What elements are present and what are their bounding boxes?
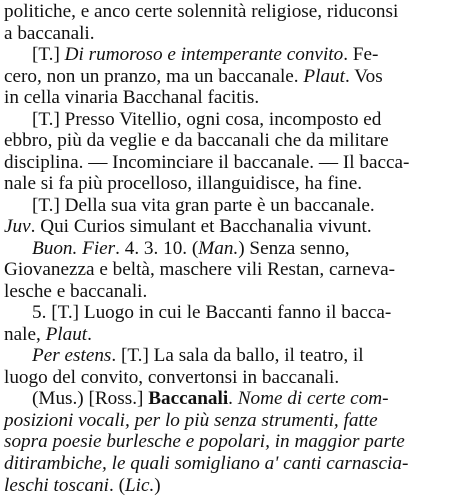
- text-line: [4, 173, 362, 195]
- line-text: . [T.] La sala da ballo, il teatro, il: [111, 345, 364, 367]
- line-text: .: [228, 388, 238, 410]
- text-line: [4, 216, 372, 238]
- text-line: [4, 475, 161, 497]
- citation-author: Man.: [198, 237, 239, 259]
- text-line: [4, 367, 339, 389]
- text-line: [4, 324, 92, 346]
- line-text: nale,: [4, 323, 46, 345]
- text-line: [32, 195, 375, 217]
- text-line: [32, 388, 389, 410]
- citation-author: Plaut: [45, 323, 88, 345]
- line-text: lesche e baccanali.: [4, 280, 148, 302]
- line-text: . Vos: [344, 65, 383, 87]
- line-text: [T.] Della sua vita gran parte è un baccanale.: [32, 194, 375, 216]
- text-line: [32, 44, 378, 66]
- line-text: in cella vinaria Bacchanal facitis.: [4, 87, 260, 109]
- text-line: [32, 345, 364, 367]
- text-line: [32, 109, 381, 131]
- text-line: [4, 1, 398, 23]
- headword: Baccanali: [148, 388, 229, 410]
- text-line: [4, 23, 95, 45]
- line-text: ) Senza senno,: [238, 237, 350, 259]
- line-text: ebbro, più da veglie e da baccanali che da militare: [4, 130, 389, 152]
- line-text: (Mus.) [Ross.]: [32, 388, 149, 410]
- line-text: a baccanali.: [4, 22, 95, 44]
- tag-marker: [T.]: [32, 44, 65, 65]
- line-text: . Qui Curios simulant et Bacchanalia vivunt.: [30, 216, 372, 238]
- line-text: ): [154, 474, 161, 496]
- definition-italic: posizioni vocali, per lo più senza strumenti, fatte: [4, 409, 378, 431]
- line-text: nale si fa più procelloso, illanguidisce, ha fine.: [4, 173, 363, 195]
- line-text: 5. [T.] Luogo in cui le Baccanti fanno il bacca-: [32, 302, 392, 324]
- citation-author: Juv: [4, 216, 31, 238]
- text-line: [4, 130, 389, 152]
- line-text: disciplina. — Incominciare il baccanale. — Il bacca-: [4, 151, 410, 173]
- text-line: [32, 238, 350, 260]
- line-text: cero, non un pranzo, ma un baccanale.: [4, 65, 304, 87]
- definition-italic: ditirambiche, le quali somigliano a' canti carnascia-: [4, 453, 409, 474]
- text-line: [4, 410, 378, 432]
- text-line: [4, 259, 395, 281]
- line-text: . (: [108, 474, 125, 496]
- definition-italic: Nome di certe com-: [237, 388, 389, 410]
- text-line: [32, 302, 391, 324]
- definition-italic: leschi toscani: [4, 474, 109, 496]
- line-text: .: [87, 323, 92, 345]
- definition-italic: sopra poesie burlesche e popolari, in maggior parte: [4, 431, 405, 453]
- citation-author: Plaut: [303, 65, 345, 87]
- line-text: politiche, e anco certe solennità religiose, riduconsi: [4, 1, 399, 22]
- definition-italic: Di rumoroso e intemperante convito: [64, 44, 344, 65]
- text-line: [4, 453, 408, 475]
- sense-label: Per estens: [32, 345, 112, 367]
- line-text: Giovanezza e beltà, maschere vili Restan, carneva-: [4, 259, 396, 281]
- text-line: [4, 66, 383, 88]
- citation-source: Buon. Fier: [32, 237, 116, 259]
- line-text: . Fe-: [343, 44, 379, 65]
- text-line: [4, 87, 259, 109]
- text-line: [4, 152, 409, 174]
- line-text: luogo del convito, convertonsi in baccanali.: [4, 366, 340, 388]
- citation-author: Lic.: [124, 474, 155, 496]
- text-line: [4, 431, 405, 453]
- text-line: [4, 281, 147, 303]
- line-text: [T.] Presso Vitellio, ogni cosa, incomposto ed: [32, 108, 382, 130]
- line-text: . 4. 3. 10. (: [115, 237, 199, 259]
